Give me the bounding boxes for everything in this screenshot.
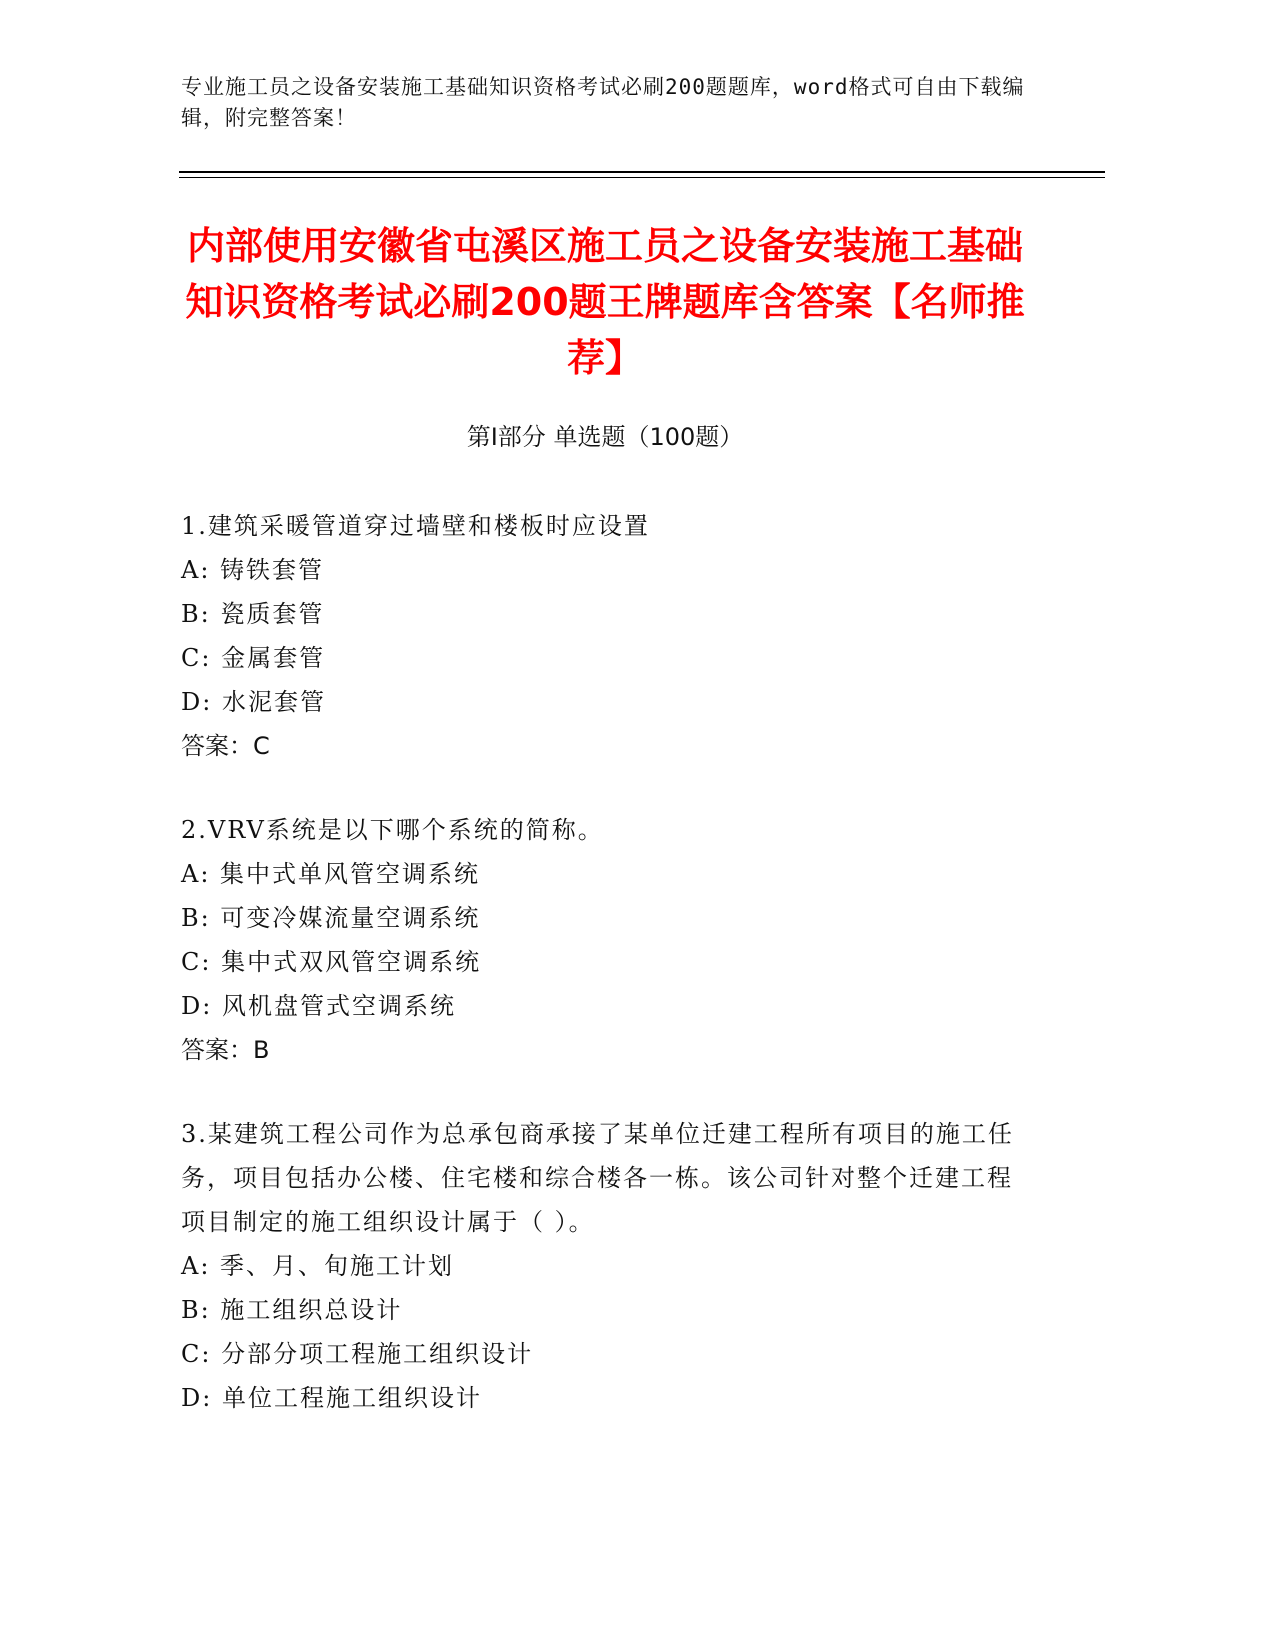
question-stem: 3.某建筑工程公司作为总承包商承接了某单位迁建工程所有项目的施工任务，项目包括办公楼、住宅楼和综合楼各一栋。该公司针对整个迁建工程项目制定的施工组织设计属于（ ）。: [181, 1120, 1014, 1236]
option-d: D: 水泥套管: [181, 688, 326, 716]
question-stem: 2.VRV系统是以下哪个系统的简称。: [181, 816, 604, 844]
header-divider-thin: [179, 177, 1105, 178]
header-divider-thick: [179, 171, 1105, 173]
answer-line: 答案：B: [181, 1036, 270, 1064]
question-list: [181, 504, 1031, 1460]
document-header: 专业施工员之设备安装施工基础知识资格考试必刷200题题库，word格式可自由下载编辑，附完整答案！: [181, 75, 1025, 130]
document-title: 内部使用安徽省屯溪区施工员之设备安装施工基础知识资格考试必刷200题王牌题库含答案【名师推荐】: [185, 224, 1025, 380]
option-c: C: 分部分项工程施工组织设计: [181, 1340, 534, 1368]
answer-line: 答案：C: [181, 732, 270, 760]
option-a: A: 季、月、旬施工计划: [181, 1252, 455, 1280]
question-2: [181, 808, 1031, 1072]
question-3: [181, 1112, 1031, 1420]
option-b: B: 可变冷媒流量空调系统: [181, 904, 481, 932]
section-heading: 第Ⅰ部分 单选题（100题）: [466, 423, 744, 451]
option-c: C: 集中式双风管空调系统: [181, 948, 482, 976]
option-d: D: 单位工程施工组织设计: [181, 1384, 482, 1412]
question-stem: 1.建筑采暖管道穿过墙壁和楼板时应设置: [181, 512, 650, 540]
option-b: B: 瓷质套管: [181, 600, 325, 628]
option-b: B: 施工组织总设计: [181, 1296, 403, 1324]
question-1: [181, 504, 1031, 768]
option-d: D: 风机盘管式空调系统: [181, 992, 456, 1020]
option-a: A: 集中式单风管空调系统: [181, 860, 481, 888]
option-c: C: 金属套管: [181, 644, 326, 672]
option-a: A: 铸铁套管: [181, 556, 325, 584]
